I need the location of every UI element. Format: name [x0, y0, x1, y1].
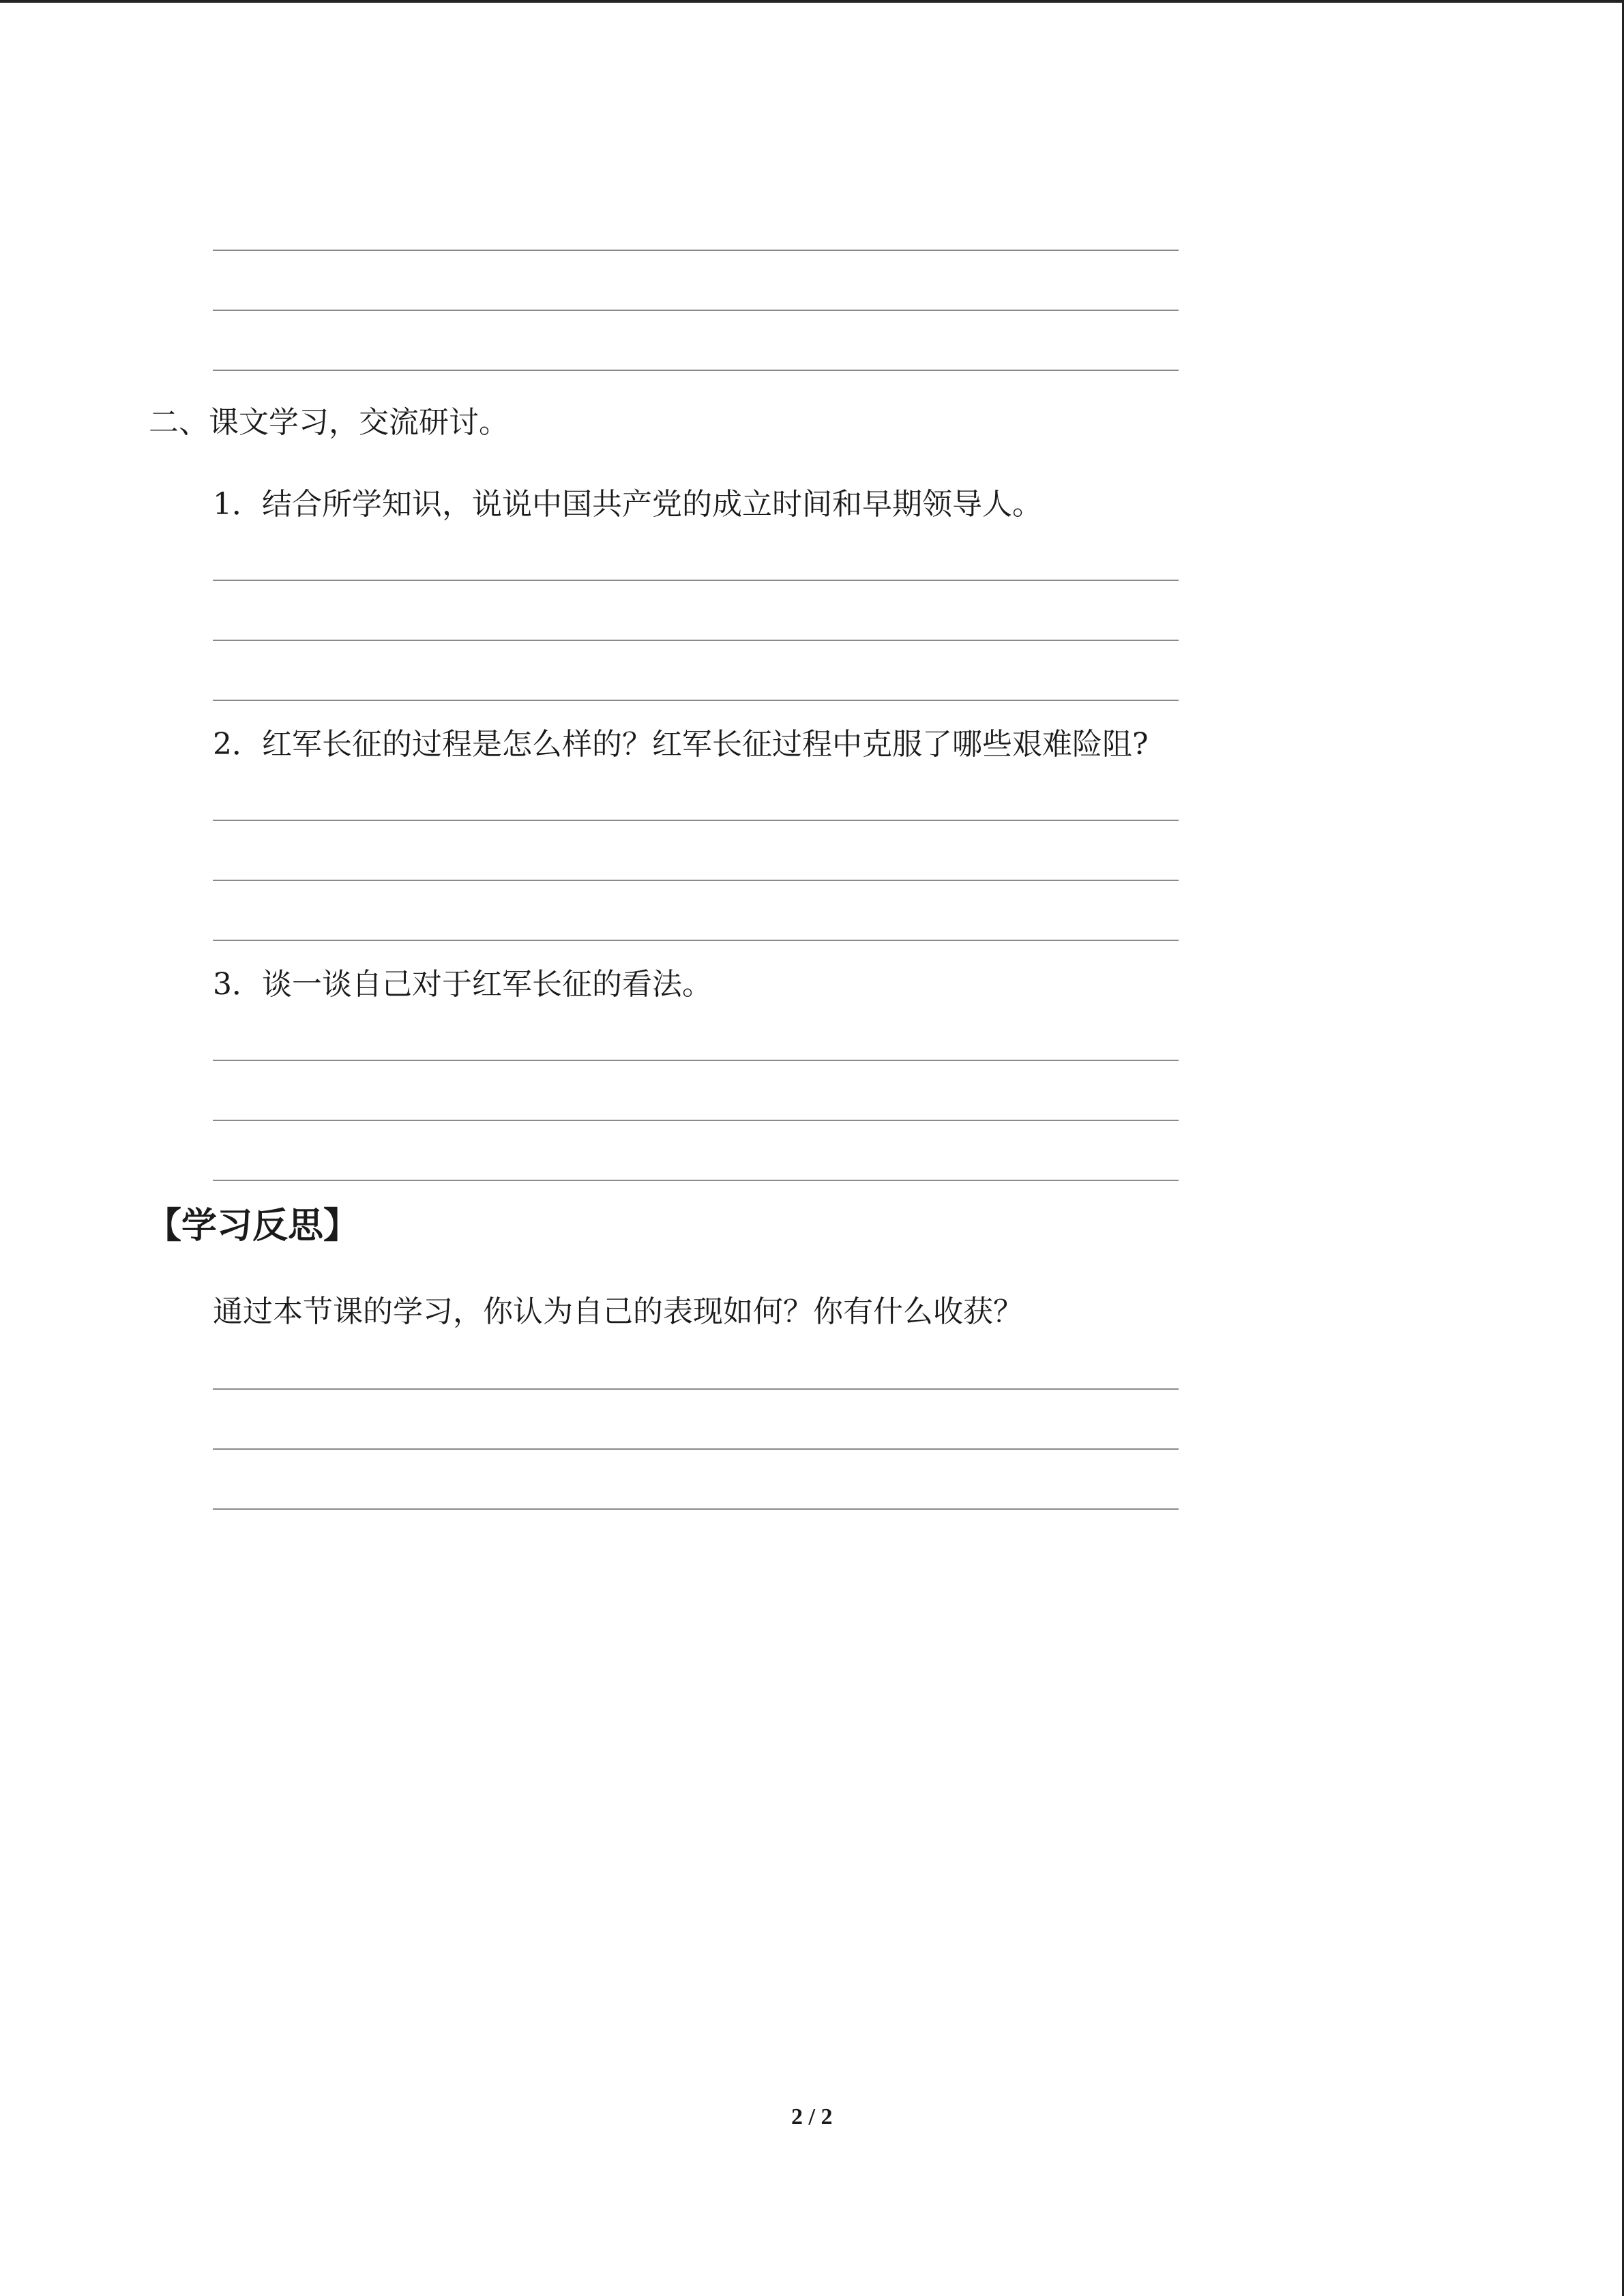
reflection-heading: 【学习反思】	[146, 1206, 359, 1247]
answer-line[interactable]	[213, 580, 1179, 581]
answer-line[interactable]	[213, 1180, 1179, 1181]
answer-line[interactable]	[213, 1060, 1179, 1061]
answer-line[interactable]	[213, 880, 1179, 881]
answer-line[interactable]	[213, 370, 1179, 371]
answer-line[interactable]	[213, 1508, 1179, 1510]
answer-line[interactable]	[213, 700, 1179, 701]
answer-line[interactable]	[213, 640, 1179, 641]
answer-line[interactable]	[213, 1448, 1179, 1450]
page-number: 2 / 2	[791, 2104, 833, 2130]
question-1: 1．结合所学知识，说说中国共产党的成立时间和早期领导人。	[213, 487, 1042, 522]
page-top-border	[0, 0, 1624, 3]
answer-line[interactable]	[213, 250, 1179, 251]
section-heading: 二、课文学习，交流研讨。	[149, 405, 509, 440]
answer-line[interactable]	[213, 1120, 1179, 1121]
question-2: 2．红军长征的过程是怎么样的？红军长征过程中克服了哪些艰难险阻?	[213, 727, 1149, 762]
question-3: 3．谈一谈自己对于红军长征的看法。	[213, 967, 712, 1002]
answer-line[interactable]	[213, 310, 1179, 311]
answer-line[interactable]	[213, 1388, 1179, 1390]
answer-line[interactable]	[213, 940, 1179, 941]
reflection-prompt: 通过本节课的学习，你认为自己的表现如何？你有什么收获？	[213, 1294, 1023, 1329]
answer-line[interactable]	[213, 820, 1179, 821]
